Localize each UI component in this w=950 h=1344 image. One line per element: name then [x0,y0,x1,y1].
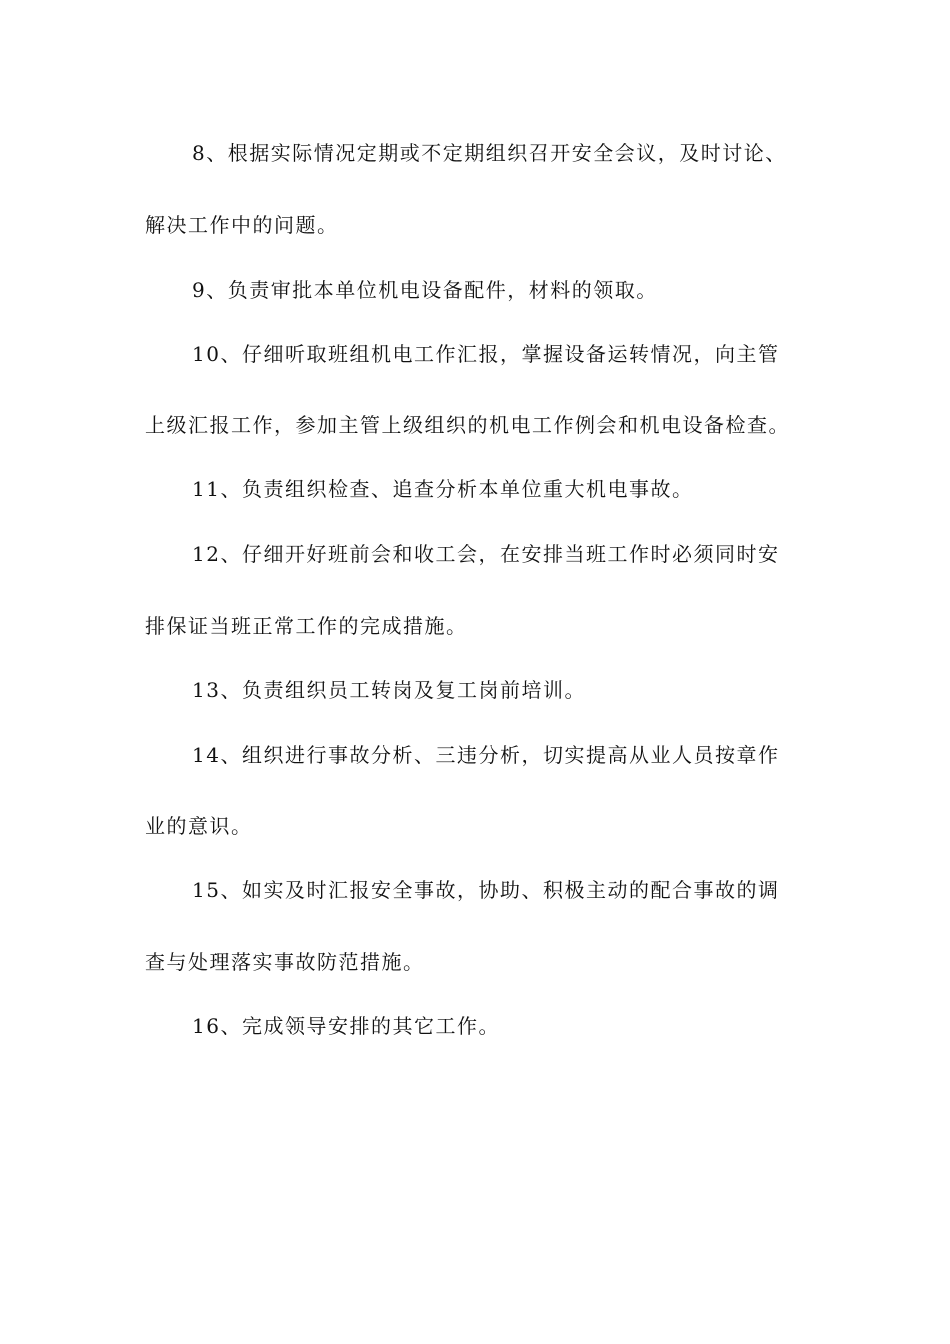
paragraph-14-line-2: 业的意识。 [145,814,253,838]
paragraph-8-line-1: 8、根据实际情况定期或不定期组织召开安全会议，及时讨论、 [192,141,787,165]
paragraph-10-line-1: 10、仔细听取班组机电工作汇报，掌握设备运转情况，向主管 [192,342,780,366]
paragraph-13-line-1: 13、负责组织员工转岗及复工岗前培训。 [192,678,586,702]
paragraph-15-line-2: 查与处理落实事故防范措施。 [145,950,425,974]
paragraph-14-line-1: 14、组织进行事故分析、三违分析，切实提高从业人员按章作 [192,743,780,767]
paragraph-15-line-1: 15、如实及时汇报安全事故，协助、积极主动的配合事故的调 [192,878,780,902]
paragraph-12-line-2: 排保证当班正常工作的完成措施。 [145,614,468,638]
paragraph-10-line-2: 上级汇报工作，参加主管上级组织的机电工作例会和机电设备检查。 [145,413,790,437]
paragraph-16-line-1: 16、完成领导安排的其它工作。 [192,1014,500,1038]
paragraph-11-line-1: 11、负责组织检查、追查分析本单位重大机电事故。 [192,477,694,501]
paragraph-8-line-2: 解决工作中的问题。 [145,213,339,237]
paragraph-9-line-1: 9、负责审批本单位机电设备配件，材料的领取。 [192,278,658,302]
paragraph-12-line-1: 12、仔细开好班前会和收工会，在安排当班工作时必须同时安 [192,542,780,566]
